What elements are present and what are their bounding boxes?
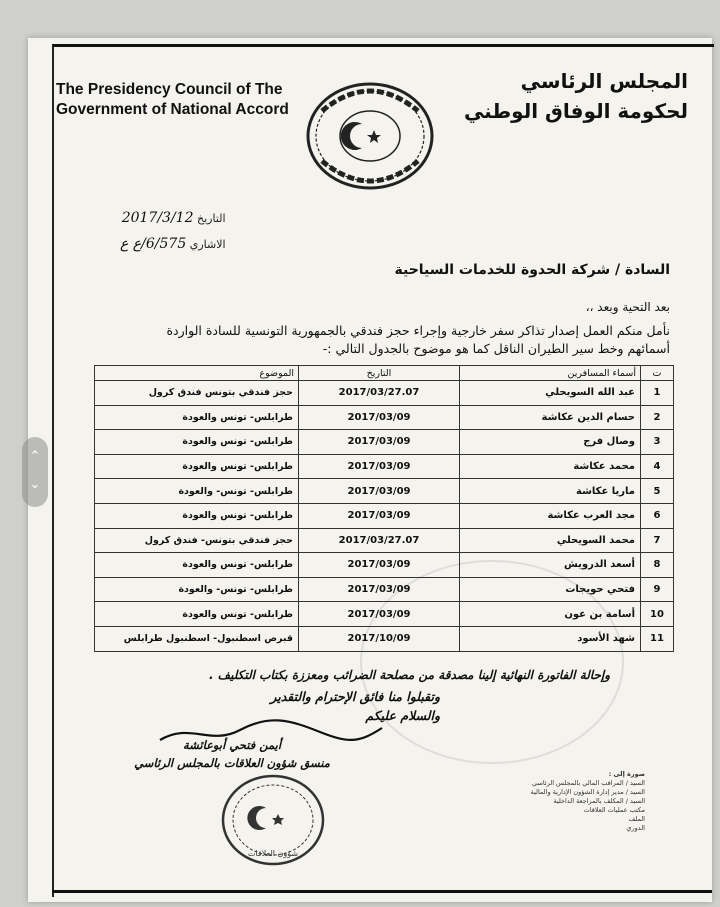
row-date: 2017/03/27.07 [299,528,460,553]
english-title-line1: The Presidency Council of The [56,81,283,98]
row-date: 2017/03/09 [299,503,460,528]
cc-item: الملف [628,815,645,823]
row-subject: حجز فندقي بتونس- فندق كرول [95,528,299,553]
cc-item: الدوري [626,824,645,832]
row-name: فتحي حويجات [460,577,641,602]
row-num: 11 [641,626,674,651]
cc-heading: صورة إلى : [608,770,645,778]
table-row [95,430,674,455]
row-name: أسعد الدرويش [460,553,641,578]
bottom-rule [52,890,712,893]
row-num: 2 [641,405,674,430]
date-value: 2017/3/12 [121,210,194,226]
row-subject: طرابلس- تونس والعودة [95,553,299,578]
row-name: أسامة بن عون [460,602,641,627]
table-row [95,454,674,479]
row-date: 2017/03/09 [299,454,460,479]
table-row [95,602,674,627]
date-label: التاريخ [197,212,226,225]
row-num: 6 [641,503,674,528]
header-name: أسماء المسافرين [460,366,641,381]
travelers-table [94,365,674,652]
row-name: وصال فرج [460,430,641,455]
table-header-row [95,366,674,381]
row-num: 8 [641,553,674,578]
row-date: 2017/03/09 [299,430,460,455]
closing-line-1: وإحالة الفاتورة النهائية إلينا مصدقة من مصلحة الضرائب ومعززة بكتاب التكليف . [208,668,610,682]
table-row [95,479,674,504]
table-row [95,503,674,528]
row-name: محمد السويحلي [460,528,641,553]
letter-meta [120,210,226,252]
table-row [95,626,674,651]
ref-label: الاشاري [189,238,226,251]
header-subject: الموضوع [95,366,299,381]
table-row [95,577,674,602]
carbon-copy-list [505,770,645,833]
row-num: 3 [641,430,674,455]
row-name: عبد الله السويحلي [460,381,641,406]
table-row [95,553,674,578]
addressee: السادة / شركة الحدوة للخدمات السياحية [394,262,670,278]
stamp2-text: شؤون العلاقات [247,849,299,858]
scroll-up-icon[interactable]: ⌃ [29,449,41,464]
arabic-title-line2: لحكومة الوفاق الوطني [463,99,688,123]
header-date: التاريخ [299,366,460,381]
row-date: 2017/03/09 [299,577,460,602]
row-date: 2017/10/09 [299,626,460,651]
arabic-title-line1: المجلس الرئاسي [520,69,688,93]
letter-body [70,322,670,358]
relations-office-stamp-icon [218,770,328,870]
row-date: 2017/03/27.07 [299,381,460,406]
row-subject: طرابلس- تونس والعودة [95,430,299,455]
row-date: 2017/03/09 [299,553,460,578]
row-subject: طرابلس- تونس والعودة [95,503,299,528]
table-row [95,405,674,430]
greeting: بعد التحية وبعد ،، [585,300,670,314]
signer-title: منسق شؤون العلاقات بالمجلس الرئاسي [134,756,330,770]
row-subject: طرابلس- تونس- والعودة [95,479,299,504]
table-row [95,381,674,406]
row-subject: طرابلس- تونس والعودة [95,454,299,479]
row-num: 5 [641,479,674,504]
row-subject: طرابلس- تونس والعودة [95,405,299,430]
arabic-letterhead [464,66,688,126]
english-letterhead [56,80,289,120]
row-date: 2017/03/09 [299,602,460,627]
row-num: 9 [641,577,674,602]
handwritten-signature-icon [150,712,390,752]
body-line-2: أسمائهم وخط سير الطيران الناقل كما هو موضوح بالجدول التالي :- [322,341,670,356]
header-num: ت [641,366,674,381]
row-subject: قبرص اسطنبول- اسطنبول طرابلس [95,626,299,651]
government-seal-icon [300,76,440,196]
signer-name: أيمن فتحي أبوعائشة [182,738,282,752]
cc-item: السيد / المراقب المالي بالمجلس الرئاسي [531,779,645,787]
row-date: 2017/03/09 [299,479,460,504]
row-name: ماريا عكاشة [460,479,641,504]
ref-value: 6/575/ع ع [120,236,187,252]
body-line-1: نأمل منكم العمل إصدار تذاكر سفر خارجية وإجراء حجز فندقي بالجمهورية التونسية للسادة الواردة [166,323,670,338]
row-name: محمد عكاشة [460,454,641,479]
closing-line-2: وتقبلوا منا فائق الإحترام والتقدير [270,689,440,704]
cc-item: مكتب عمليات العلاقات [583,806,645,814]
row-num: 1 [641,381,674,406]
row-subject: حجز فندقي بتونس فندق كرول [95,381,299,406]
english-title-line2: Government of National Accord [56,101,289,118]
row-num: 7 [641,528,674,553]
row-num: 4 [641,454,674,479]
cc-item: السيد / مدير إدارة الشؤون الإدارية والمالية [530,788,645,796]
row-name: حسام الدين عكاشة [460,405,641,430]
table-row [95,528,674,553]
row-date: 2017/03/09 [299,405,460,430]
row-num: 10 [641,602,674,627]
row-subject: طرابلس- تونس- والعودة [95,577,299,602]
row-subject: طرابلس- تونس والعودة [95,602,299,627]
scroll-down-icon[interactable]: ⌄ [29,477,41,492]
cc-item: السيد / المكلف بالمراجعة الداخلية [553,797,645,805]
row-name: مجد العرب عكاشة [460,503,641,528]
scroll-control[interactable] [22,437,48,507]
closing-line-3: والسلام عليكم [365,708,440,723]
row-name: شهد الأسود [460,626,641,651]
